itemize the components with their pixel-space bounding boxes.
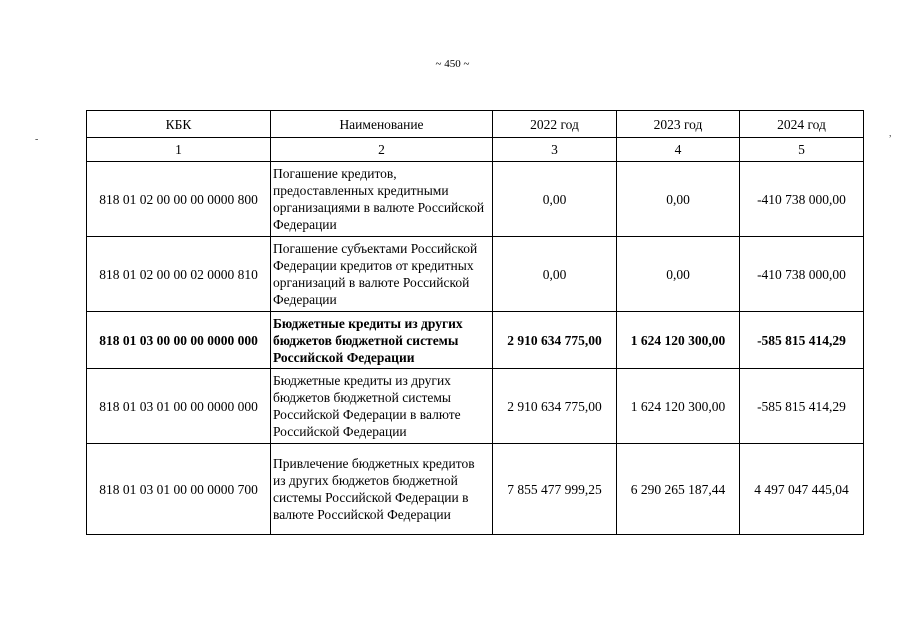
value-2023-cell: 1 624 120 300,00 [617, 369, 740, 444]
page-number: ~ 450 ~ [435, 58, 470, 70]
value-2024-cell: 4 497 047 445,04 [740, 444, 864, 535]
kbk-cell: 818 01 02 00 00 00 0000 800 [87, 162, 271, 237]
value-2023-cell: 1 624 120 300,00 [617, 312, 740, 369]
table-row [87, 237, 864, 312]
column-number: 3 [493, 138, 617, 162]
header-name: Наименование [271, 111, 493, 138]
value-2022-cell: 0,00 [493, 237, 617, 312]
table-header-row [87, 111, 864, 138]
column-number: 2 [271, 138, 493, 162]
column-number: 4 [617, 138, 740, 162]
table-row [87, 444, 864, 535]
value-2023-cell: 0,00 [617, 162, 740, 237]
name-cell: Погашение субъектами Российской Федерации кредитов от кредитных организаций в валюте Российской Федерации [271, 237, 493, 312]
value-2024-cell: -585 815 414,29 [740, 369, 864, 444]
kbk-cell: 818 01 03 01 00 00 0000 000 [87, 369, 271, 444]
kbk-cell: 818 01 03 01 00 00 0000 700 [87, 444, 271, 535]
name-cell: Погашение кредитов, предоставленных кредитными организациями в валюте Российской Федерации [271, 162, 493, 237]
value-2024-cell: -410 738 000,00 [740, 162, 864, 237]
value-2022-cell: 0,00 [493, 162, 617, 237]
header-kbk: КБК [87, 111, 271, 138]
header-2024: 2024 год [740, 111, 864, 138]
value-2024-cell: -585 815 414,29 [740, 312, 864, 369]
value-2022-cell: 7 855 477 999,25 [493, 444, 617, 535]
name-cell: Привлечение бюджетных кредитов из других бюджетов бюджетной системы Российской Федерации в валюте Российской Федерации [271, 444, 493, 535]
table-row-total [87, 312, 864, 369]
value-2022-cell: 2 910 634 775,00 [493, 312, 617, 369]
scan-mark-left: - [35, 134, 39, 145]
name-cell: Бюджетные кредиты из других бюджетов бюджетной системы Российской Федерации в валюте Российской Федерации [271, 369, 493, 444]
table-row [87, 369, 864, 444]
header-2022: 2022 год [493, 111, 617, 138]
column-number-row [87, 138, 864, 162]
kbk-cell: 818 01 03 00 00 00 0000 000 [87, 312, 271, 369]
kbk-cell: 818 01 02 00 00 02 0000 810 [87, 237, 271, 312]
value-2023-cell: 0,00 [617, 237, 740, 312]
value-2023-cell: 6 290 265 187,44 [617, 444, 740, 535]
name-cell: Бюджетные кредиты из других бюджетов бюджетной системы Российской Федерации [271, 312, 493, 369]
column-number: 1 [87, 138, 271, 162]
value-2024-cell: -410 738 000,00 [740, 237, 864, 312]
header-2023: 2023 год [617, 111, 740, 138]
scan-mark-right: , [889, 128, 892, 139]
column-number: 5 [740, 138, 864, 162]
budget-table [86, 110, 864, 535]
value-2022-cell: 2 910 634 775,00 [493, 369, 617, 444]
table-row [87, 162, 864, 237]
